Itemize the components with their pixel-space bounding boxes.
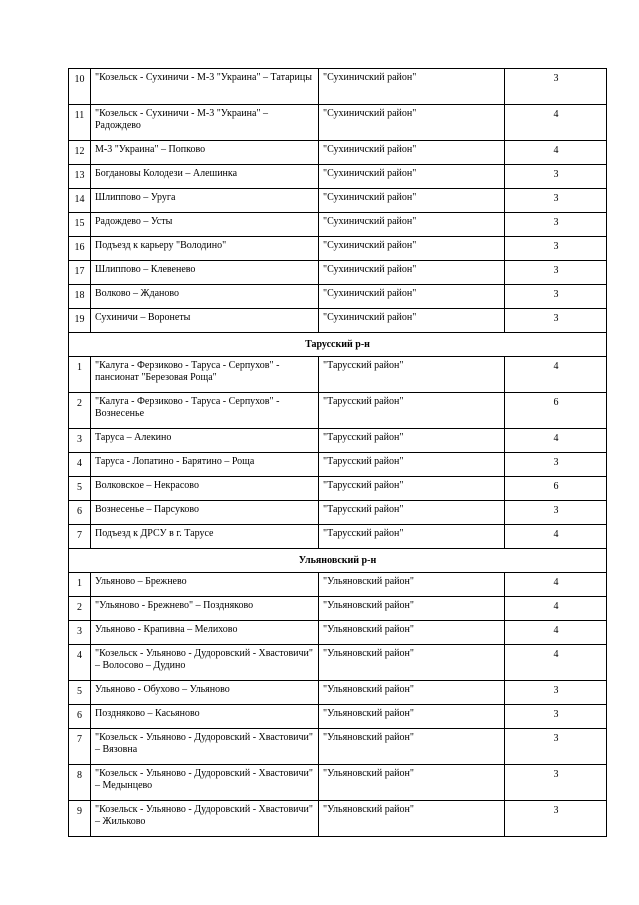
value-cell: 4 (505, 621, 607, 645)
table-row (69, 261, 607, 285)
row-number-cell: 11 (69, 105, 91, 141)
district-cell: "Сухиничский район" (319, 309, 505, 333)
district-cell: "Ульяновский район" (319, 645, 505, 681)
district-cell: "Сухиничский район" (319, 285, 505, 309)
value-cell: 4 (505, 141, 607, 165)
table-row (69, 105, 607, 141)
row-number-cell: 3 (69, 429, 91, 453)
value-cell: 3 (505, 705, 607, 729)
table-row (69, 573, 607, 597)
road-name-cell: "Козельск - Ульяново - Дудоровский - Хвастовичи" – Медынцево (91, 765, 319, 801)
row-number-cell: 12 (69, 141, 91, 165)
row-number-cell: 6 (69, 705, 91, 729)
table-row (69, 453, 607, 477)
table-row (69, 477, 607, 501)
section-title: Ульяновский р-н (69, 549, 607, 573)
row-number-cell: 4 (69, 645, 91, 681)
value-cell: 4 (505, 573, 607, 597)
table-row (69, 141, 607, 165)
row-number-cell: 1 (69, 573, 91, 597)
roads-table (68, 68, 607, 837)
row-number-cell: 9 (69, 801, 91, 837)
value-cell: 3 (505, 285, 607, 309)
value-cell: 3 (505, 501, 607, 525)
value-cell: 4 (505, 597, 607, 621)
section-header-row (69, 333, 607, 357)
table-row (69, 621, 607, 645)
table-row (69, 765, 607, 801)
district-cell: "Ульяновский район" (319, 621, 505, 645)
table-row (69, 393, 607, 429)
value-cell: 6 (505, 477, 607, 501)
section-title: Тарусский р-н (69, 333, 607, 357)
row-number-cell: 3 (69, 621, 91, 645)
table-row (69, 645, 607, 681)
table-row (69, 69, 607, 105)
district-cell: "Ульяновский район" (319, 801, 505, 837)
road-name-cell: "Козельск - Ульяново - Дудоровский - Хвастовичи" – Жильково (91, 801, 319, 837)
value-cell: 6 (505, 393, 607, 429)
row-number-cell: 14 (69, 189, 91, 213)
row-number-cell: 16 (69, 237, 91, 261)
row-number-cell: 18 (69, 285, 91, 309)
district-cell: "Сухиничский район" (319, 105, 505, 141)
row-number-cell: 7 (69, 729, 91, 765)
table-row (69, 501, 607, 525)
row-number-cell: 7 (69, 525, 91, 549)
table-row (69, 285, 607, 309)
district-cell: "Сухиничский район" (319, 189, 505, 213)
road-name-cell: М-3 "Украина" – Попково (91, 141, 319, 165)
value-cell: 3 (505, 69, 607, 105)
value-cell: 3 (505, 237, 607, 261)
value-cell: 3 (505, 681, 607, 705)
value-cell: 3 (505, 801, 607, 837)
district-cell: "Тарусский район" (319, 477, 505, 501)
value-cell: 4 (505, 525, 607, 549)
table-row (69, 525, 607, 549)
district-cell: "Ульяновский район" (319, 681, 505, 705)
road-name-cell: "Козельск - Сухиничи - М-3 "Украина" – Радождево (91, 105, 319, 141)
value-cell: 4 (505, 105, 607, 141)
road-name-cell: "Козельск - Ульяново - Дудоровский - Хвастовичи" – Волосово – Дудино (91, 645, 319, 681)
road-name-cell: Ульяново - Обухово – Ульяново (91, 681, 319, 705)
district-cell: "Ульяновский район" (319, 573, 505, 597)
table-row (69, 429, 607, 453)
row-number-cell: 17 (69, 261, 91, 285)
table-row (69, 189, 607, 213)
district-cell: "Ульяновский район" (319, 765, 505, 801)
table-row (69, 309, 607, 333)
road-name-cell: Шлиппово – Уруга (91, 189, 319, 213)
road-name-cell: Ульяново – Брежнево (91, 573, 319, 597)
table-row (69, 801, 607, 837)
road-name-cell: Таруса - Лопатино - Барятино – Роща (91, 453, 319, 477)
road-name-cell: Богдановы Колодези – Алешинка (91, 165, 319, 189)
value-cell: 4 (505, 357, 607, 393)
roads-table-body (69, 69, 607, 837)
value-cell: 3 (505, 189, 607, 213)
table-row (69, 681, 607, 705)
table-row (69, 705, 607, 729)
row-number-cell: 2 (69, 597, 91, 621)
value-cell: 3 (505, 165, 607, 189)
road-name-cell: Сухиничи – Воронеты (91, 309, 319, 333)
value-cell: 3 (505, 309, 607, 333)
table-row (69, 213, 607, 237)
district-cell: "Сухиничский район" (319, 213, 505, 237)
district-cell: "Ульяновский район" (319, 729, 505, 765)
district-cell: "Ульяновский район" (319, 705, 505, 729)
row-number-cell: 8 (69, 765, 91, 801)
road-name-cell: Подъезд к карьеру "Володино" (91, 237, 319, 261)
road-name-cell: "Ульяново - Брежнево" – Поздняково (91, 597, 319, 621)
district-cell: "Тарусский район" (319, 453, 505, 477)
district-cell: "Сухиничский район" (319, 69, 505, 105)
district-cell: "Тарусский район" (319, 525, 505, 549)
row-number-cell: 10 (69, 69, 91, 105)
district-cell: "Тарусский район" (319, 429, 505, 453)
road-name-cell: Вознесенье – Парсуково (91, 501, 319, 525)
road-name-cell: Поздняково – Касьяново (91, 705, 319, 729)
district-cell: "Ульяновский район" (319, 597, 505, 621)
road-name-cell: "Козельск - Сухиничи - М-3 "Украина" – Татарицы (91, 69, 319, 105)
road-name-cell: Волково – Жданово (91, 285, 319, 309)
row-number-cell: 19 (69, 309, 91, 333)
row-number-cell: 2 (69, 393, 91, 429)
row-number-cell: 15 (69, 213, 91, 237)
value-cell: 3 (505, 729, 607, 765)
row-number-cell: 6 (69, 501, 91, 525)
table-row (69, 729, 607, 765)
table-row (69, 357, 607, 393)
row-number-cell: 5 (69, 681, 91, 705)
road-name-cell: Ульяново - Крапивна – Мелихово (91, 621, 319, 645)
value-cell: 3 (505, 213, 607, 237)
road-name-cell: Шлиппово – Клевенево (91, 261, 319, 285)
value-cell: 4 (505, 429, 607, 453)
district-cell: "Сухиничский район" (319, 237, 505, 261)
value-cell: 3 (505, 765, 607, 801)
road-name-cell: "Калуга - Ферзиково - Таруса - Серпухов" - пансионат "Березовая Роща" (91, 357, 319, 393)
value-cell: 3 (505, 261, 607, 285)
road-name-cell: Волковское – Некрасово (91, 477, 319, 501)
district-cell: "Тарусский район" (319, 501, 505, 525)
row-number-cell: 13 (69, 165, 91, 189)
table-row (69, 597, 607, 621)
row-number-cell: 1 (69, 357, 91, 393)
value-cell: 4 (505, 645, 607, 681)
row-number-cell: 5 (69, 477, 91, 501)
road-name-cell: Подъезд к ДРСУ в г. Тарусе (91, 525, 319, 549)
value-cell: 3 (505, 453, 607, 477)
district-cell: "Сухиничский район" (319, 141, 505, 165)
district-cell: "Тарусский район" (319, 393, 505, 429)
section-header-row (69, 549, 607, 573)
district-cell: "Тарусский район" (319, 357, 505, 393)
road-name-cell: "Козельск - Ульяново - Дудоровский - Хвастовичи" – Вязовна (91, 729, 319, 765)
road-name-cell: Таруса – Алекино (91, 429, 319, 453)
table-row (69, 237, 607, 261)
road-name-cell: Радождево – Усты (91, 213, 319, 237)
district-cell: "Сухиничский район" (319, 261, 505, 285)
district-cell: "Сухиничский район" (319, 165, 505, 189)
row-number-cell: 4 (69, 453, 91, 477)
table-row (69, 165, 607, 189)
road-name-cell: "Калуга - Ферзиково - Таруса - Серпухов" - Вознесенье (91, 393, 319, 429)
